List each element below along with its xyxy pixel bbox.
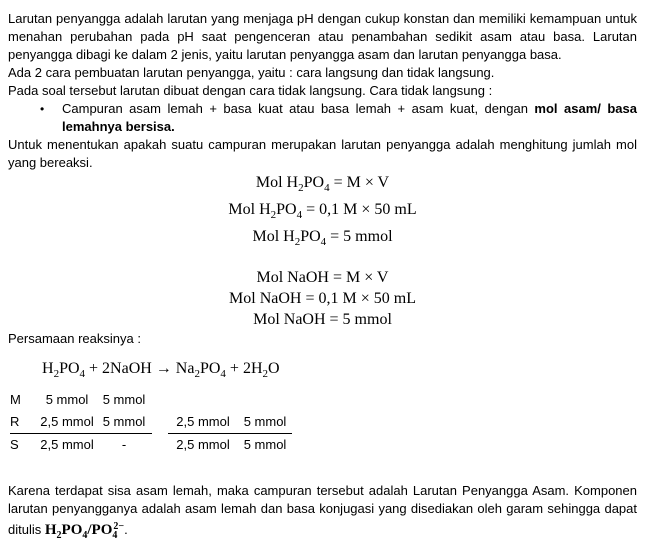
cell-s-3: 2,5 mmol [176, 436, 230, 452]
formula-text: H [42, 359, 54, 377]
table-row-r [8, 411, 637, 434]
formula-text: + 2H [225, 359, 263, 377]
cell-s-2: - [121, 436, 127, 452]
persamaan-label: Persamaan reaksinya : [8, 330, 141, 346]
row-segment-underlined [10, 411, 152, 434]
mol-naoh-block [8, 267, 637, 330]
mol-h2po4-block [8, 172, 637, 254]
bullet-text-normal: Campuran asam lemah + basa kuat atau basa lemah + asam kuat, dengan [62, 101, 535, 116]
formula-rhs: = M × V [328, 268, 389, 286]
subscript: 2 [270, 209, 277, 222]
bullet-text-bold: mol asam/ basa lemahnya bersisa. [62, 101, 637, 134]
subscript: 2 [53, 367, 60, 380]
formula-text: PO [199, 359, 221, 377]
cell-r-3: 2,5 mmol [176, 413, 230, 429]
formula-text: Mol NaOH [256, 268, 329, 286]
intro-paragraph: Larutan penyangga adalah larutan yang menjaga pH dengan cukup konstan dan memiliki kemampuan untuk menahan perubahan pada pH saat pengenceran atau penambahan sedikit asam atau basa. Larutan penyangga dibagi ke dalam 2 jenis, yaitu larutan penyangga asam dan larutan penyangga basa. [8, 11, 637, 62]
formula-text: Mol H [255, 174, 299, 191]
cell-r-1: 2,5 mmol [40, 413, 94, 429]
table-row-s [8, 434, 637, 456]
formula-text: PO [61, 521, 83, 538]
cell-s-1: 2,5 mmol [40, 436, 94, 452]
subscript: 2 [194, 367, 200, 380]
cell-m-2: 5 mmol [102, 391, 146, 407]
formula-rhs: = 0,1 M × 50 mL [302, 201, 417, 219]
row-segment [168, 434, 292, 456]
row-label: S [10, 436, 19, 452]
table-row-m [8, 389, 637, 411]
formula-rhs: = M × V [329, 174, 390, 191]
formula-text: Mol H [228, 201, 271, 219]
formula-text: O [268, 359, 280, 377]
formula-text: PO [300, 228, 321, 246]
line-pada-soal: Pada soal tersebut larutan dibuat dengan cara tidak langsung. Cara tidak langsung : [8, 83, 493, 98]
formula-text: /PO [87, 521, 113, 538]
formula-text: + 2NaOH → Na [85, 359, 195, 377]
paragraph-untuk-menentukan: Untuk menentukan apakah suatu campuran merupakan larutan penyangga adalah menghitung jumlah mol yang bereaksi. [8, 137, 637, 170]
subscript: 2 [56, 529, 62, 541]
subscript: 4 [82, 529, 88, 541]
bullet-icon: • [40, 102, 45, 116]
row-segment [168, 389, 292, 411]
row-segment [10, 389, 152, 411]
closing-paragraph [8, 482, 637, 545]
cell-r-4: 5 mmol [243, 413, 287, 429]
cell-r-2: 5 mmol [102, 413, 146, 429]
bullet-item [8, 100, 637, 136]
math-line-h2po4-2 [8, 199, 637, 226]
cell-m-4 [238, 389, 292, 411]
row-label: R [10, 413, 20, 429]
formula-text: Mol H [252, 228, 295, 246]
subscript: 2 [294, 236, 301, 249]
subscript: 2 [298, 182, 304, 195]
mrs-table [8, 389, 637, 456]
math-line-h2po4-3 [8, 226, 637, 253]
formula-text: PO [59, 359, 80, 377]
row-segment-underlined [168, 411, 292, 434]
formula-rhs: = 0,1 M × 50 mL [301, 289, 416, 307]
math-line-naoh-1 [8, 267, 637, 288]
subscript: 4 [79, 367, 86, 380]
formula-text: PO [303, 174, 325, 191]
formula-rhs: = 5 mmol [325, 310, 392, 328]
subscript: 4 [320, 236, 327, 249]
math-line-h2po4-1 [8, 172, 637, 199]
subscript: 4 [112, 529, 118, 541]
superscript: 2− [113, 520, 125, 532]
subscript: 4 [324, 182, 330, 195]
closing-formula [44, 520, 125, 541]
formula-text: PO [276, 201, 297, 219]
cell-s-4: 5 mmol [243, 436, 287, 452]
row-label: M [10, 391, 21, 407]
subscript: 4 [296, 209, 303, 222]
math-line-naoh-3 [8, 309, 637, 330]
subscript: 2 [262, 367, 268, 380]
closing-text: Karena terdapat sisa asam lemah, maka campuran tersebut adalah Larutan Penyangga Asam. Komponen larutan penyangganya adalah asam lemah dan basa konjugasi yang disediakan oleh garam sehingga dapat ditulis [8, 482, 637, 537]
closing-period: . [124, 521, 128, 537]
cell-m-1: 5 mmol [45, 391, 89, 407]
formula-rhs: = 5 mmol [326, 228, 393, 246]
formula-text: Mol NaOH [253, 310, 326, 328]
math-line-naoh-2 [8, 288, 637, 309]
cell-m-3 [168, 389, 238, 411]
formula-text: Mol NaOH [229, 289, 302, 307]
row-segment [10, 434, 152, 456]
formula-text: H [44, 521, 57, 538]
subscript: 4 [220, 367, 226, 380]
bullet-text [62, 100, 637, 136]
reaction-equation [8, 358, 637, 385]
line-ada-2-cara: Ada 2 cara pembuatan larutan penyangga, yaitu : cara langsung dan tidak langsung. [8, 65, 495, 80]
